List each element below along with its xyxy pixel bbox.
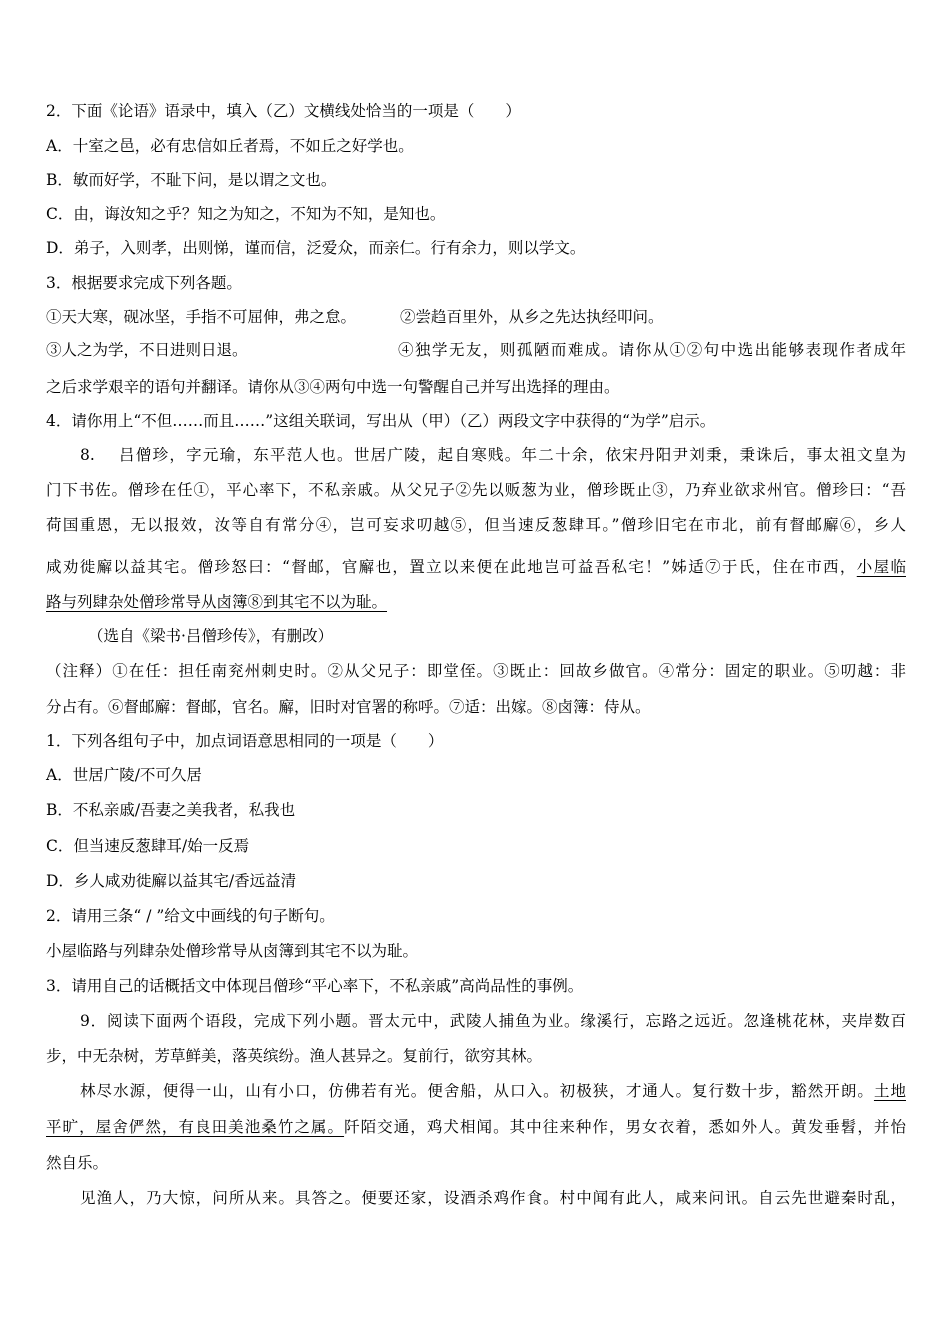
passage-9-line [80,1081,906,1101]
passage-9-text: 阡陌交通，鸡犬相闻。其中往来种作，男女衣着，悉如外人。黄发垂髫，并怡 [344,1118,906,1136]
passage-8-line: 荷国重恩，无以报效，汝等自有常分④，岂可妄求叨越⑤，但当速反葱肆耳。”僧珍旧宅在市北，前有督邮廨⑥，乡人 [46,516,906,534]
passage-9-line: 9．阅读下面两个语段，完成下列小题。晋太元中，武陵人捕鱼为业。缘溪行，忘路之远近。忽逢桃花林，夹岸数百 [80,1012,906,1030]
question-4: 4．请你用上“不但……而且……”这组关联词，写出从（甲）（乙）两段文字中获得的“为学”启示。 [46,412,716,430]
passage-8-line: 8. 吕僧珍，字元瑜，东平范人也。世居广陵，起自寒贱。年二十余，依宋丹阳尹刘秉，秉诛后，事太祖文皇为 [80,446,906,464]
q3-sentence-2: ②尝趋百里外，从乡之先达执经叩问。 [400,308,664,326]
q8-sub1-stem: 1．下列各组句子中，加点词语意思相同的一项是（ ） [46,732,444,750]
q8-sub1-option-c: C．但当速反葱肆耳/始一反焉 [46,837,250,855]
passage-8-line [46,557,906,577]
passage-notes: 分占有。⑥督邮廨：督邮，官名。廨，旧时对官署的称呼。⑦适：出嫁。⑧卤簿：侍从。 [46,698,651,716]
q2-option-b: B．敏而好学，不耻下问，是以谓之文也。 [46,171,337,189]
q8-sub1-option-b: B．不私亲戚/吾妻之美我者，私我也 [46,801,296,819]
passage-9-line [46,1117,906,1137]
passage-source: （选自《梁书·吕僧珍传》，有删改） [88,627,334,645]
passage-9-line: 见渔人，乃大惊，问所从来。具答之。便要还家，设酒杀鸡作食。村中闻有此人，咸来问讯。自云先世避秦时乱， [80,1189,906,1207]
underlined-sentence: 路与列肆杂处僧珍常导从卤簿⑧到其宅不以为耻。 [46,593,388,611]
underlined-sentence: 土地 [873,1082,906,1100]
passage-9-text: 林尽水源，便得一山，山有小口，仿佛若有光。便舍船，从口入。初极狭，才通人。复行数十步，豁然开朗。 [80,1082,874,1100]
passage-8-line: 门下书佐。僧珍在任①，平心率下，不私亲戚。从父兄子②先以贩葱为业，僧珍既止③，乃弃业欲求州官。僧珍曰：“吾 [46,481,906,499]
q8-sub1-option-a: A．世居广陵/不可久居 [46,766,202,784]
question-3-stem: 3．根据要求完成下列各题。 [46,274,242,292]
underlined-sentence: 平旷，屋舍俨然，有良田美池桑竹之属。 [46,1118,345,1136]
q8-sub2-sentence: 小屋临路与列肆杂处僧珍常导从卤簿到其宅不以为耻。 [46,942,419,960]
q3-sentence-1: ①天大寒，砚冰坚，手指不可屈伸，弗之怠。 [46,308,357,326]
q3-instruction: 之后求学艰辛的语句并翻译。请你从③④两句中选一句警醒自己并写出选择的理由。 [46,378,620,396]
passage-8-text: 咸劝徙廨以益其宅。僧珍怒曰：“督邮，官廨也，置立以来便在此地岂可益吾私宅！”姊适⑦于氏，住在市西， [46,558,857,576]
passage-9-line: 然自乐。 [46,1154,109,1172]
underlined-sentence: 小屋临 [856,558,906,576]
q8-sub3-stem: 3．请用自己的话概括文中体现吕僧珍“平心率下，不私亲戚”高尚品性的事例。 [46,977,584,995]
q2-option-a: A．十室之邑，必有忠信如丘者焉，不如丘之好学也。 [46,137,414,155]
q3-sentence-4: ④独学无友，则孤陋而难成。请你从①②句中选出能够表现作者成年 [398,341,906,359]
q3-sentence-3: ③人之为学，不日进则日退。 [46,341,248,359]
passage-9-line: 步，中无杂树，芳草鲜美，落英缤纷。渔人甚异之。复前行，欲穷其林。 [46,1047,543,1065]
passage-notes: （注释）①在任：担任南兖州刺史时。②从父兄子：即堂侄。③既止：回故乡做官。④常分：固定的职业。⑤叨越：非 [46,662,906,680]
q2-option-d: D．弟子，入则孝，出则悌，谨而信，泛爱众，而亲仁。行有余力，则以学文。 [46,239,586,257]
q2-option-c: C．由，诲汝知之乎？知之为知之，不知为不知，是知也。 [46,205,446,223]
q8-sub1-option-d: D．乡人咸劝徙廨以益其宅/香远益清 [46,872,297,890]
q8-sub2-stem: 2．请用三条“ / ”给文中画线的句子断句。 [46,907,335,925]
question-2-stem: 2．下面《论语》语录中，填入（乙）文横线处恰当的一项是（ ） [46,102,521,120]
